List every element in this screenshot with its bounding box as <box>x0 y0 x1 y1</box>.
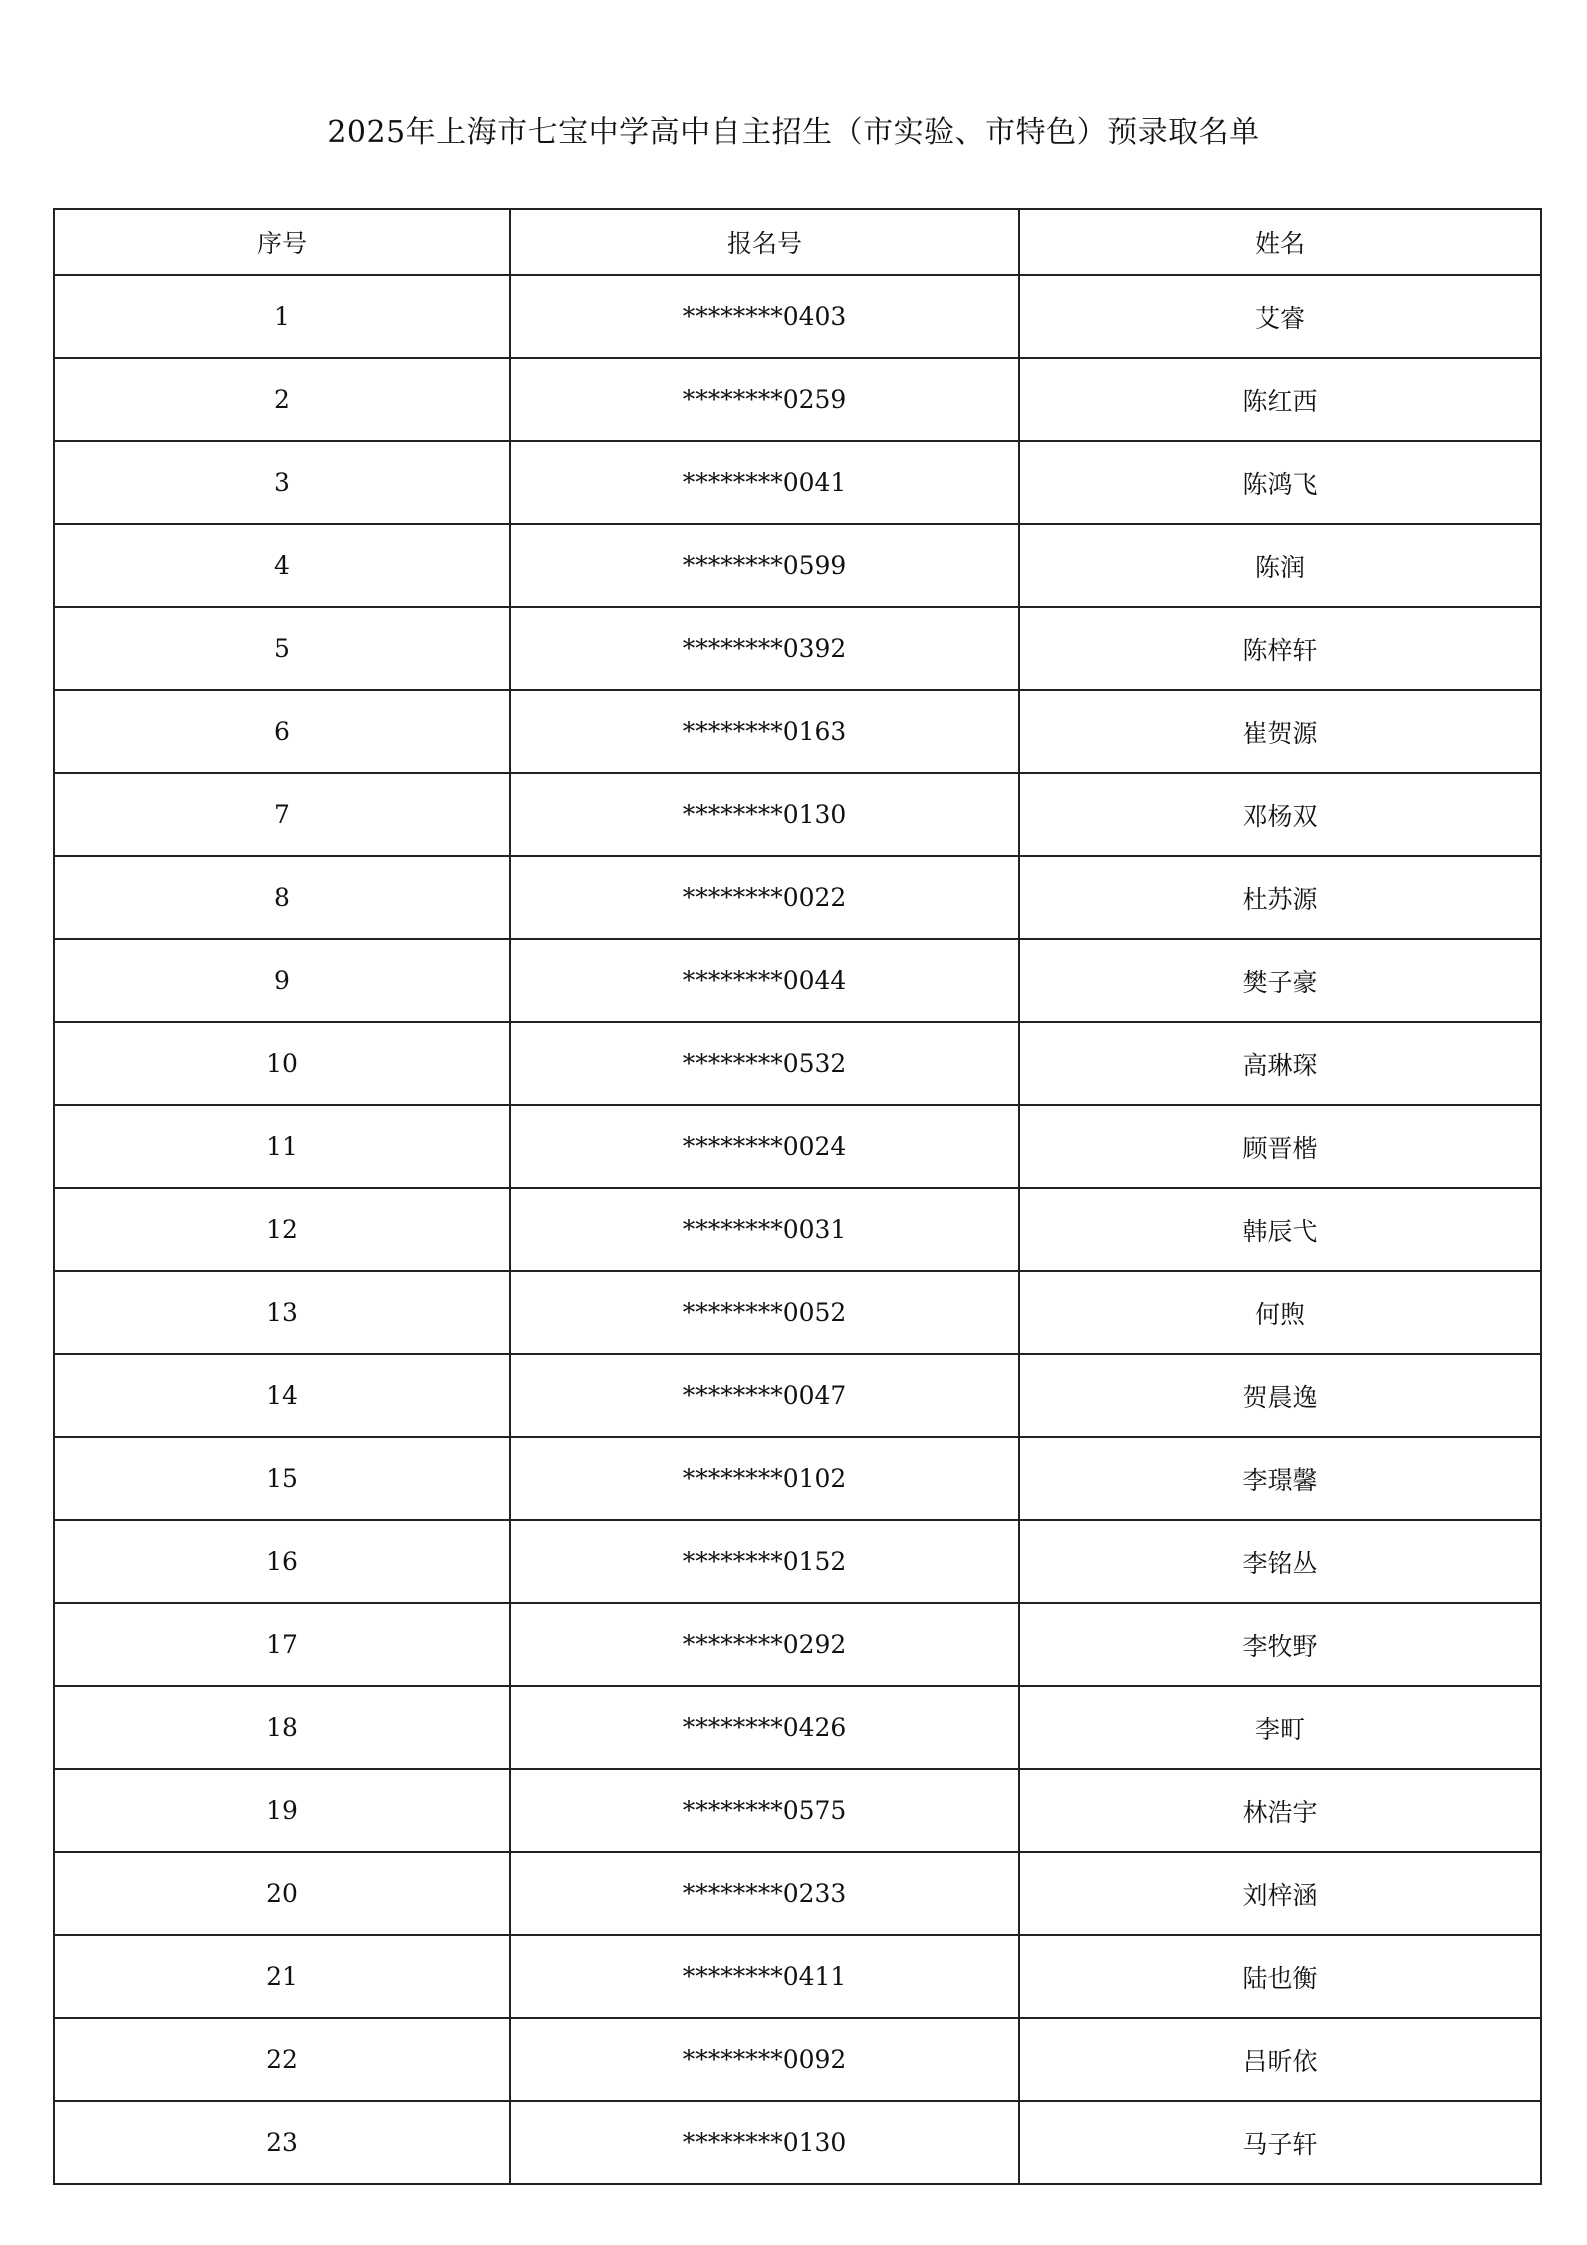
table-row <box>54 358 1541 441</box>
row-name-cell: 何煦 <box>1019 1271 1541 1354</box>
row-index-cell: 5 <box>54 607 510 690</box>
table-row <box>54 441 1541 524</box>
table-row <box>54 1603 1541 1686</box>
table-row <box>54 1520 1541 1603</box>
table-header-row <box>54 209 1541 275</box>
table-row <box>54 275 1541 358</box>
table-row <box>54 939 1541 1022</box>
table-row <box>54 1852 1541 1935</box>
row-reg-no-cell: ********0292 <box>510 1603 1019 1686</box>
table-row <box>54 1105 1541 1188</box>
table-row <box>54 2101 1541 2184</box>
row-name-cell: 陈红西 <box>1019 358 1541 441</box>
row-name-cell: 高琳琛 <box>1019 1022 1541 1105</box>
row-index-cell: 13 <box>54 1271 510 1354</box>
row-name-cell: 艾睿 <box>1019 275 1541 358</box>
row-index-cell: 4 <box>54 524 510 607</box>
row-name-cell: 陆也衡 <box>1019 1935 1541 2018</box>
row-name-cell: 樊子豪 <box>1019 939 1541 1022</box>
table-row <box>54 1022 1541 1105</box>
header-name: 姓名 <box>1019 209 1541 275</box>
row-index-cell: 10 <box>54 1022 510 1105</box>
table-row <box>54 1188 1541 1271</box>
row-index-cell: 22 <box>54 2018 510 2101</box>
row-name-cell: 刘梓涵 <box>1019 1852 1541 1935</box>
row-index-cell: 7 <box>54 773 510 856</box>
row-reg-no-cell: ********0022 <box>510 856 1019 939</box>
row-reg-no-cell: ********0426 <box>510 1686 1019 1769</box>
table-row <box>54 524 1541 607</box>
row-reg-no-cell: ********0411 <box>510 1935 1019 2018</box>
table-row <box>54 1271 1541 1354</box>
row-name-cell: 贺晨逸 <box>1019 1354 1541 1437</box>
row-reg-no-cell: ********0532 <box>510 1022 1019 1105</box>
row-reg-no-cell: ********0047 <box>510 1354 1019 1437</box>
header-reg-no: 报名号 <box>510 209 1019 275</box>
row-reg-no-cell: ********0044 <box>510 939 1019 1022</box>
row-name-cell: 吕昕依 <box>1019 2018 1541 2101</box>
row-reg-no-cell: ********0024 <box>510 1105 1019 1188</box>
row-reg-no-cell: ********0599 <box>510 524 1019 607</box>
row-name-cell: 李璟馨 <box>1019 1437 1541 1520</box>
row-index-cell: 14 <box>54 1354 510 1437</box>
table-row <box>54 1686 1541 1769</box>
row-reg-no-cell: ********0392 <box>510 607 1019 690</box>
row-index-cell: 17 <box>54 1603 510 1686</box>
row-index-cell: 21 <box>54 1935 510 2018</box>
row-reg-no-cell: ********0041 <box>510 441 1019 524</box>
row-index-cell: 18 <box>54 1686 510 1769</box>
table-row <box>54 1354 1541 1437</box>
row-reg-no-cell: ********0233 <box>510 1852 1019 1935</box>
table-row <box>54 1935 1541 2018</box>
row-index-cell: 2 <box>54 358 510 441</box>
row-index-cell: 16 <box>54 1520 510 1603</box>
row-reg-no-cell: ********0575 <box>510 1769 1019 1852</box>
table-row <box>54 773 1541 856</box>
row-reg-no-cell: ********0031 <box>510 1188 1019 1271</box>
document-title: 2025年上海市七宝中学高中自主招生（市实验、市特色）预录取名单 <box>327 115 1260 150</box>
header-index: 序号 <box>54 209 510 275</box>
row-index-cell: 19 <box>54 1769 510 1852</box>
admission-table <box>53 208 1542 2185</box>
row-index-cell: 1 <box>54 275 510 358</box>
row-reg-no-cell: ********0403 <box>510 275 1019 358</box>
row-name-cell: 陈润 <box>1019 524 1541 607</box>
row-name-cell: 陈梓轩 <box>1019 607 1541 690</box>
row-index-cell: 15 <box>54 1437 510 1520</box>
row-reg-no-cell: ********0052 <box>510 1271 1019 1354</box>
row-reg-no-cell: ********0152 <box>510 1520 1019 1603</box>
table-row <box>54 856 1541 939</box>
row-reg-no-cell: ********0163 <box>510 690 1019 773</box>
row-reg-no-cell: ********0102 <box>510 1437 1019 1520</box>
row-name-cell: 李牧野 <box>1019 1603 1541 1686</box>
row-name-cell: 顾晋楷 <box>1019 1105 1541 1188</box>
row-index-cell: 12 <box>54 1188 510 1271</box>
row-reg-no-cell: ********0092 <box>510 2018 1019 2101</box>
table-row <box>54 607 1541 690</box>
table-row <box>54 1437 1541 1520</box>
row-name-cell: 李町 <box>1019 1686 1541 1769</box>
row-name-cell: 崔贺源 <box>1019 690 1541 773</box>
row-name-cell: 韩辰弋 <box>1019 1188 1541 1271</box>
row-name-cell: 陈鸿飞 <box>1019 441 1541 524</box>
row-index-cell: 20 <box>54 1852 510 1935</box>
row-name-cell: 杜苏源 <box>1019 856 1541 939</box>
row-reg-no-cell: ********0259 <box>510 358 1019 441</box>
row-name-cell: 林浩宇 <box>1019 1769 1541 1852</box>
table-row <box>54 2018 1541 2101</box>
row-index-cell: 3 <box>54 441 510 524</box>
row-index-cell: 6 <box>54 690 510 773</box>
table-row <box>54 1769 1541 1852</box>
row-reg-no-cell: ********0130 <box>510 2101 1019 2184</box>
row-reg-no-cell: ********0130 <box>510 773 1019 856</box>
row-name-cell: 李铭丛 <box>1019 1520 1541 1603</box>
row-name-cell: 马子轩 <box>1019 2101 1541 2184</box>
row-index-cell: 11 <box>54 1105 510 1188</box>
table-row <box>54 690 1541 773</box>
row-name-cell: 邓杨双 <box>1019 773 1541 856</box>
row-index-cell: 23 <box>54 2101 510 2184</box>
row-index-cell: 8 <box>54 856 510 939</box>
row-index-cell: 9 <box>54 939 510 1022</box>
